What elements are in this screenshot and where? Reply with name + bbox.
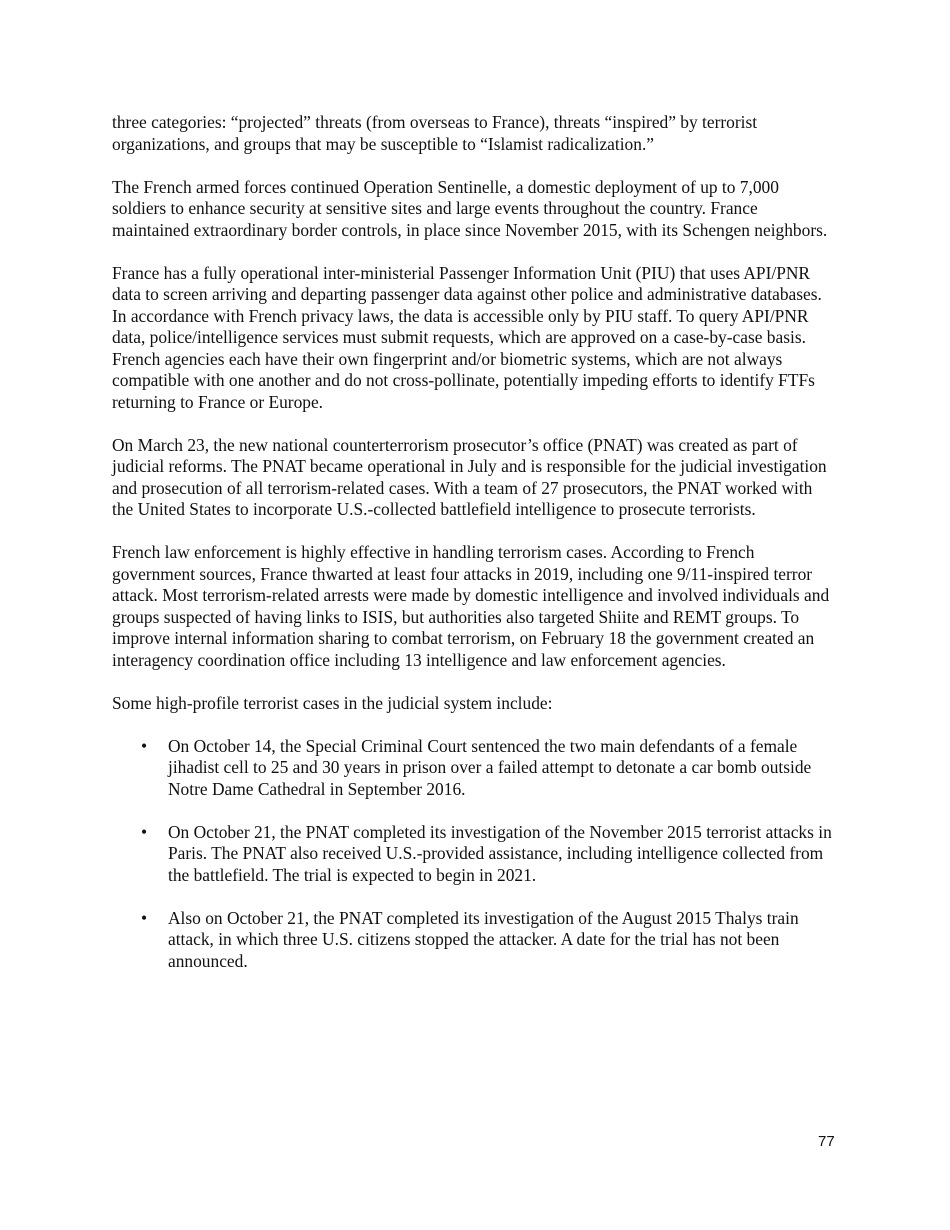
list-intro: Some high-profile terrorist cases in the judicial system include: <box>112 692 553 713</box>
list-item <box>112 822 836 887</box>
list-item-text: On October 14, the Special Criminal Court sentenced the two main defendants of a female jihadist cell to 25 and 30 years in prison over a failed attempt to detonate a car bomb outside Notre Dame Cathedral in September 2016. <box>168 735 812 799</box>
case-list <box>112 736 836 973</box>
paragraph-pnat-creation: On March 23, the new national counterterrorism prosecutor’s office (PNAT) was created as part of judicial reforms. The PNAT became operational in July and is responsible for the judicial investigation and prosecution of all terrorism-related cases. With a team of 27 prosecutors, the PNAT worked with the United States to incorporate U.S.-collected battlefield intelligence to prosecute terrorists. <box>112 434 827 519</box>
bullet-icon: • <box>141 735 148 756</box>
paragraph-operation-sentinelle: The French armed forces continued Operation Sentinelle, a domestic deployment of up to 7,000 soldiers to enhance security at sensitive sites and large events throughout the country. France maintained extraordinary border controls, in place since November 2015, with its Schengen neighbors. <box>112 176 828 240</box>
list-item-text: On October 21, the PNAT completed its investigation of the November 2015 terrorist attacks in Paris. The PNAT also received U.S.-provided assistance, including intelligence collected from the battlefield. The trial is expected to begin in 2021. <box>168 821 832 885</box>
list-item <box>112 736 836 801</box>
bullet-icon: • <box>141 821 148 842</box>
list-item-text: Also on October 21, the PNAT completed its investigation of the August 2015 Thalys train attack, in which three U.S. citizens stopped the attacker. A date for the trial has not been announced. <box>168 907 799 971</box>
document-body <box>112 112 836 994</box>
page-number: 77 <box>818 1133 835 1150</box>
bullet-icon: • <box>141 907 148 928</box>
paragraph-threat-categories: three categories: “projected” threats (from overseas to France), threats “inspired” by terrorist organizations, and groups that may be susceptible to “Islamist radicalization.” <box>112 112 758 154</box>
paragraph-law-enforcement: French law enforcement is highly effective in handling terrorism cases. According to French government sources, France thwarted at least four attacks in 2019, including one 9/11-inspired terror attack. Most terrorism-related arrests were made by domestic intelligence and involved individuals and groups suspected of having links to ISIS, but authorities also targeted Shiite and REMT groups. To improve internal information sharing to combat terrorism, on February 18 the government created an interagency coordination office including 13 intelligence and law enforcement agencies. <box>112 542 830 670</box>
list-item <box>112 908 836 973</box>
paragraph-passenger-information-unit: France has a fully operational inter-ministerial Passenger Information Unit (PIU) that uses API/PNR data to screen arriving and departing passenger data against other police and administrative databases. In accordance with French privacy laws, the data is accessible only by PIU staff. To query API/PNR data, police/intelligence services must submit requests, which are approved on a case-by-case basis. French agencies each have their own fingerprint and/or biometric systems, which are not always compatible with one another and do not cross-pollinate, potentially impeding efforts to identify FTFs returning to France or Europe. <box>112 262 822 412</box>
